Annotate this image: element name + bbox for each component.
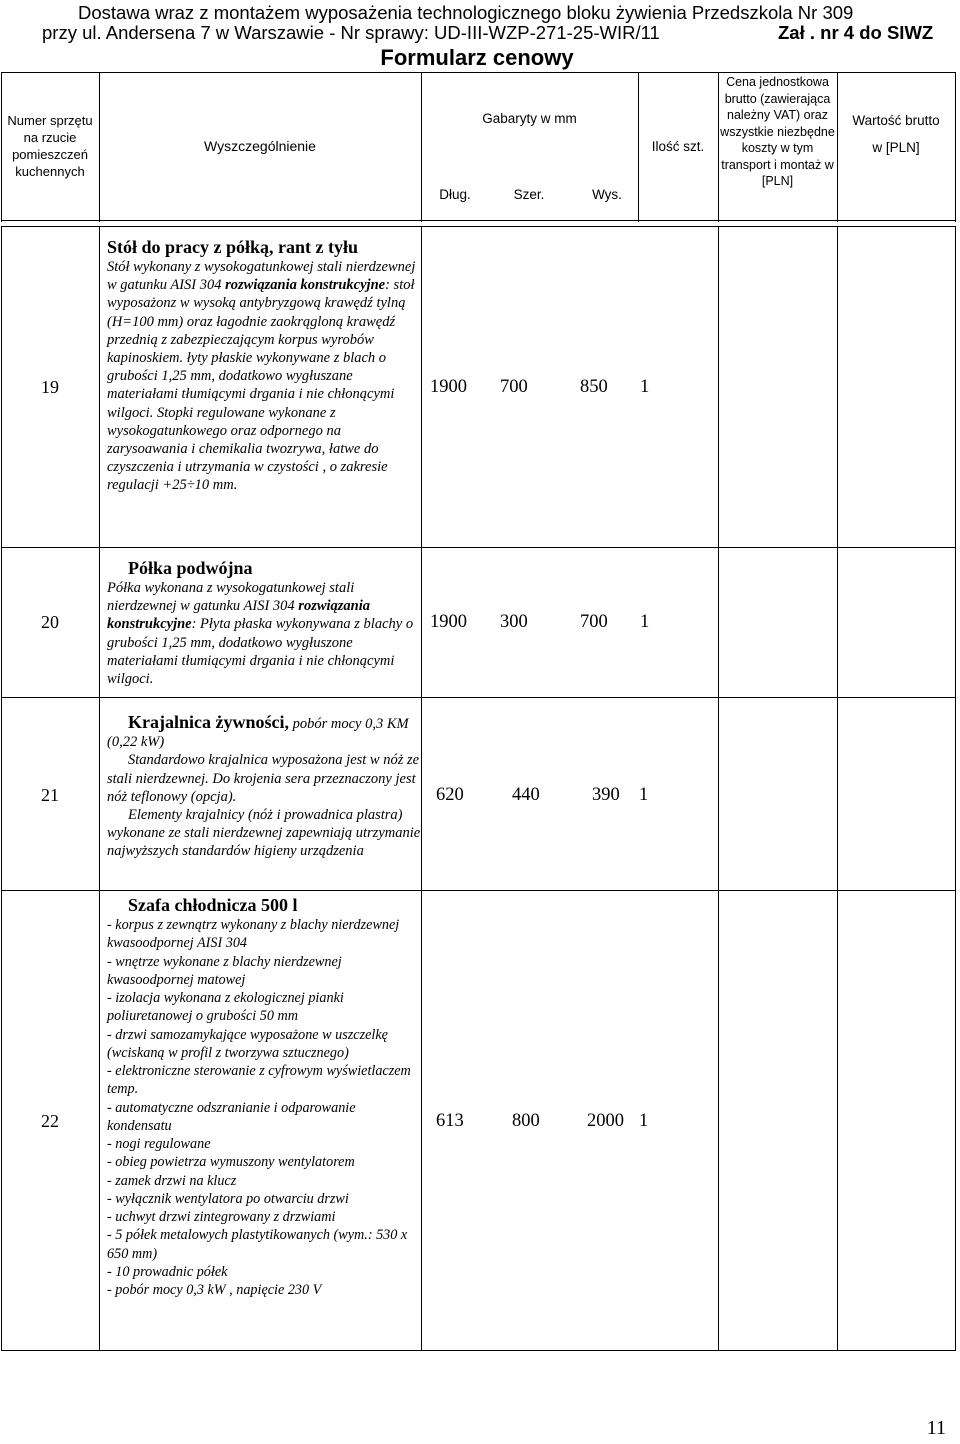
item-title-suffix: pobór mocy 0,3 KM (0,22 kW) [107, 716, 409, 751]
height-value: 850 [580, 377, 608, 397]
feature-item: - korpus z zewnątrz wykonany z blachy nierdzewnej kwasoodpornej AISI 304 [107, 917, 400, 952]
item-title: Stół do pracy z półką, rant z tyłu [107, 237, 359, 257]
feature-item: - pobór mocy 0,3 kW , napięcie 230 V [107, 1282, 322, 1298]
feature-item: - izolacja wykonana z ekologicznej pianki poliuretanowej o grubości 50 mm [107, 990, 344, 1025]
feature-item: - nogi regulowane [107, 1136, 211, 1152]
column-header-length: Dług. [439, 187, 471, 202]
length-value: 620 [436, 785, 464, 805]
page-number: 11 [926, 1417, 946, 1439]
document-header-line1: Dostawa wraz z montażem wyposażenia technologicznego bloku żywienia Przedszkola Nr 309 [78, 2, 854, 23]
description-emphasis: rozwiązania konstrukcyjne [107, 598, 371, 633]
feature-item: - zamek drzwi na klucz [107, 1172, 237, 1189]
column-header-value-line2: w [PLN] [872, 140, 920, 155]
column-header-value [839, 112, 953, 156]
column-header-value-line1: Wartość brutto [852, 113, 940, 128]
description-part: Stół wykonany z wysokogatunkowej stali nierdzewnej w gatunku AISI 304 [107, 259, 416, 294]
column-header-height: Wys. [592, 187, 622, 202]
row-description [107, 236, 422, 495]
row-description [107, 558, 422, 688]
description-part: Elementy krajalnicy (nóż i prowadnica plastra) wykonane ze stali nierdzewnej zapewniają utrzymanie najwyższych standardów higieny urządzenia [107, 807, 421, 860]
column-header-description: Wyszczególnienie [204, 138, 316, 154]
height-value: 2000 [587, 1111, 624, 1131]
row-description [107, 894, 422, 1299]
feature-item: - wnętrze wykonane z blachy nierdzewnej kwasoodpornej matowej [107, 953, 342, 988]
item-heading [107, 711, 422, 751]
row-dimensions [430, 377, 670, 398]
description-part: Półka wykonana z wysokogatunkowej stali nierdzewnej w gatunku AISI 304 [107, 580, 355, 615]
width-value: 700 [500, 377, 528, 397]
row-dimensions [436, 1111, 669, 1132]
description-part: Standardowo krajalnica wyposażona jest w nóż ze stali nierdzewnej. Do krojenia sera przeznaczony jest nóż teflonowy (opcja). [107, 752, 420, 805]
column-header-unit-price: Cena jednostkowa brutto (zawierająca należny VAT) oraz wszystkie niezbędne koszty w tym transport i montaż w [PLN] [720, 75, 835, 188]
feature-item: - wyłącznik wentylatora po otwarciu drzwi [107, 1190, 349, 1207]
attachment-label: Zał . nr 4 do SIWZ [778, 22, 934, 43]
row-dimensions [430, 612, 670, 633]
quantity-value: 1 [639, 1111, 649, 1131]
width-value: 440 [512, 785, 540, 805]
feature-item: - uchwyt drzwi zintegrowany z drzwiami [107, 1209, 336, 1225]
width-value: 300 [500, 612, 528, 632]
height-value: 390 [592, 785, 620, 805]
feature-item: - automatyczne odszranianie i odparowanie kondensatu [107, 1099, 356, 1134]
case-reference: przy ul. Andersena 7 w Warszawie - Nr sprawy: UD-III-WZP-271-25-WIR/11 [42, 22, 660, 43]
feature-list [107, 916, 422, 1299]
height-value: 700 [580, 612, 608, 632]
length-value: 613 [436, 1111, 464, 1131]
row-number: 21 [41, 785, 59, 805]
item-title: Półka podwójna [128, 558, 253, 578]
length-value: 1900 [430, 612, 467, 632]
row-number: 22 [41, 1111, 59, 1131]
quantity-value: 1 [640, 612, 650, 632]
description-part: : Płyta płaska wykonywana z blachy o grubości 1,25 mm, dodatkowo wygłuszone materiałami tłumiącymi drgania i nie chłonącymi wilgoci. [107, 616, 414, 688]
feature-item: - drzwi samozamykające wyposażone w uszczelkę (wciskaną w profil z tworzywa sztucznego) [107, 1026, 388, 1061]
feature-item: - elektroniczne sterowanie z cyfrowym wyświetlaczem temp. [107, 1063, 411, 1098]
row-description [107, 711, 422, 861]
document-header-line2 [42, 22, 942, 44]
column-header-number: Numer sprzętu na rzucie pomieszczeń kuchennych [7, 113, 93, 179]
column-header-width: Szer. [513, 187, 545, 202]
quantity-value: 1 [639, 785, 649, 805]
item-title: Szafa chłodnicza 500 l [128, 895, 298, 915]
feature-item: - 10 prowadnic półek [107, 1263, 228, 1280]
length-value: 1900 [430, 377, 467, 397]
row-number: 19 [41, 377, 59, 397]
column-header-quantity: Ilość szt. [651, 139, 705, 154]
description-emphasis: rozwiązania konstrukcyjne [225, 277, 386, 294]
feature-item: - 5 półek metalowych plastytikowanych (wym.: 530 x 650 mm) [107, 1227, 408, 1262]
feature-item: - obieg powietrza wymuszony wentylatorem [107, 1154, 355, 1171]
quantity-value: 1 [640, 377, 650, 397]
width-value: 800 [512, 1111, 540, 1131]
item-title: Krajalnica żywności, [128, 712, 289, 732]
form-title: Formularz cenowy [380, 45, 574, 70]
column-header-dimensions: Gabaryty w mm [482, 111, 577, 126]
row-number: 20 [41, 612, 59, 632]
description-part: : stoł wyposażonz w wysoką antybryzgową krawędź tylną (H=100 mm) oraz łagodnie zaokrągloną krawędź przednią z zabezpieczającym korpus wyrobów kapinoskiem. łyty płaskie wykonywane z blach o grubości 1,25 mm, dodatkowo wygłuszane materiałami tłumiącymi drgania i nie chłonącymi wilgoci. Stopki regulowane wykonane z wysokogatunkowego oraz odpornego na zarysoawania i chemikalia twozrywa, łatwe do czyszczenia i utrzymania w czystości , o zakresie regulacji +25÷10 mm. [107, 277, 415, 494]
row-dimensions [436, 785, 669, 806]
